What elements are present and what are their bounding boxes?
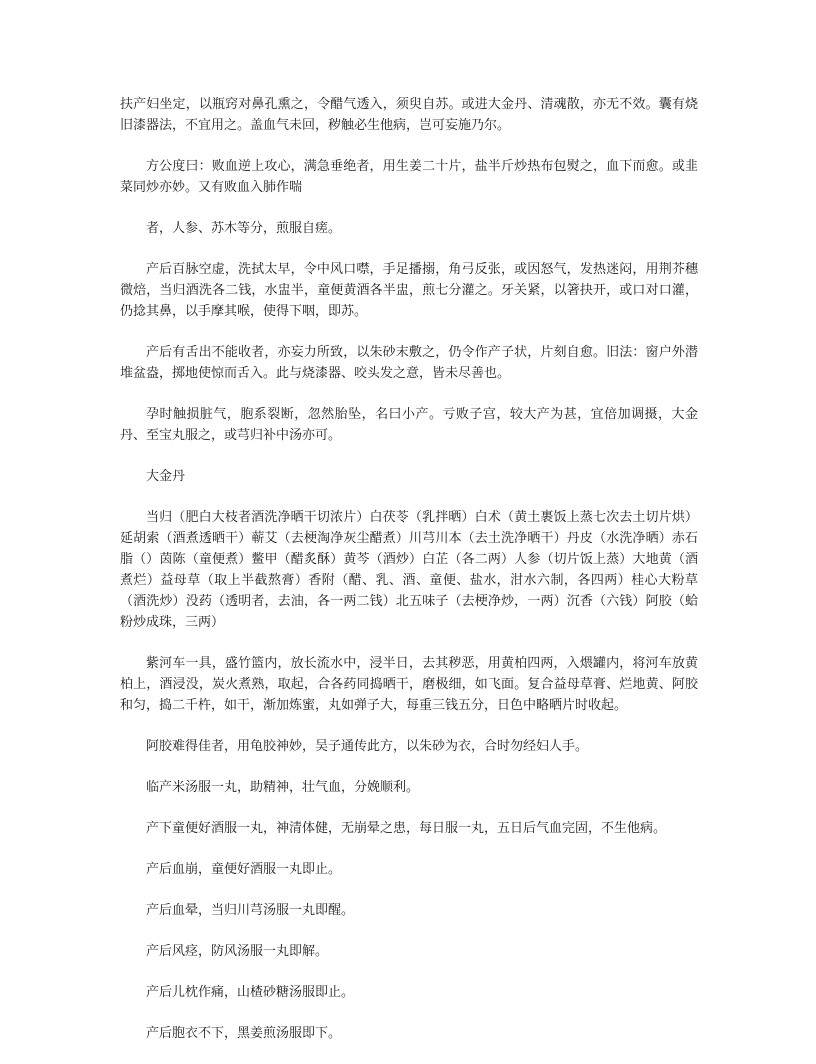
paragraph-preparation: 紫河车一具，盛竹篮内，放长流水中，浸半日，去其秽恶，用黄柏四两，入煨罐内，将河车放黄柏上，酒浸没，炭火煮熟，取起，合各药同捣晒干，磨极细，如飞面。复合益母草膏、烂地黄、阿胶和匀，捣二千杵，如干，渐加炼蜜，丸如弹子大，每重三钱五分，日色中略晒片时收起。 — [120, 656, 698, 713]
paragraph-ejiao-note: 阿胶难得佳者，用龟胶神妙，吴子通传此方，以朱砂为衣，合时勿经妇人手。 — [146, 739, 589, 754]
paragraph-miscarriage: 孕时触损脏气，胞系裂断，忽然胎坠，名曰小产。亏败子宫，较大产为甚，宜倍加调摄，大金丹、至宝丸服之，或芎归补中汤亦可。 — [120, 407, 698, 443]
paragraph-tongue: 产后有舌出不能收者，亦妄力所致，以朱砂末敷之，仍令作产子状，片刻自愈。旧法：窗户外潜堆盆盎，掷地使惊而舌入。此与烧漆器、咬头发之意，皆未尽善也。 — [120, 345, 698, 381]
paragraph-usage-hemorrhage: 产后血崩，童便好酒服一丸即止。 — [146, 862, 342, 877]
paragraph-fumigation: 扶产妇坐定，以瓶窍对鼻孔熏之，令醋气透入，须臾自苏。或进大金丹、清魂散，亦无不效。囊有烧旧漆器法，不宜用之。盖血气未回，秽触必生他病，岂可妄施乃尔。 — [120, 97, 698, 133]
paragraph-convulsion: 产后百脉空虚，洗拭太早，令中风口噤，手足播搦，角弓反张，或因怒气，发热迷闷，用荆芥穗微焙，当归酒洗各二钱，水盅半，童便黄酒各半盅，煎七分灌之。牙关紧，以箸抉开，或口对口灌，仍捻其鼻，以手摩其喉，使得下咽，即苏。 — [120, 262, 698, 319]
paragraph-usage-dizziness: 产后血晕，当归川芎汤服一丸即醒。 — [146, 903, 355, 918]
paragraph-usage-labor: 临产米汤服一丸，助精神，壮气血，分娩顺利。 — [146, 780, 420, 795]
paragraph-usage-postpartum: 产下童便好酒服一丸，神清体健，无崩晕之患，每日服一丸，五日后气血完固，不生他病。 — [146, 821, 667, 836]
document-page — [120, 94, 698, 1064]
paragraph-usage-spasm: 产后风痉，防风汤服一丸即解。 — [146, 944, 329, 959]
paragraph-usage-pain: 产后儿枕作痛，山楂砂糖汤服即止。 — [146, 985, 355, 1000]
paragraph-lung-asthma: 者，人参、苏木等分，煎服自瘥。 — [146, 221, 342, 236]
paragraph-usage-placenta: 产后胞衣不下，黑姜煎汤服即下。 — [146, 1026, 342, 1041]
section-heading-dajindan: 大金丹 — [146, 469, 186, 484]
paragraph-fang-gongdu: 方公度曰：败血逆上攻心，满急垂绝者，用生姜二十片，盐半斤炒热布包熨之，血下而愈。或韭菜同炒亦妙。又有败血入肺作喘 — [120, 159, 698, 195]
paragraph-ingredients: 当归（肥白大枝者酒洗净晒干切浓片）白茯苓（乳拌晒）白术（黄土裹饭上蒸七次去土切片烘）延胡索（酒煮透晒干）蕲艾（去梗淘净灰尘醋煮）川芎川本（去土洗净晒干）丹皮（水洗净晒）赤石脂（）茵陈（童便煮）鳖甲（醋炙酥）黄芩（酒炒）白芷（各二两）人参（切片饭上蒸）大地黄（酒煮烂）益母草（取上半截熬膏）香附（醋、乳、酒、童便、盐水，泔水六制，各四两）桂心大粉草（酒洗炒）没药（透明者，去油，各一两二钱）北五味子（去梗净炒，一两）沉香（六钱）阿胶（蛤粉炒成珠，三两） — [120, 510, 698, 630]
